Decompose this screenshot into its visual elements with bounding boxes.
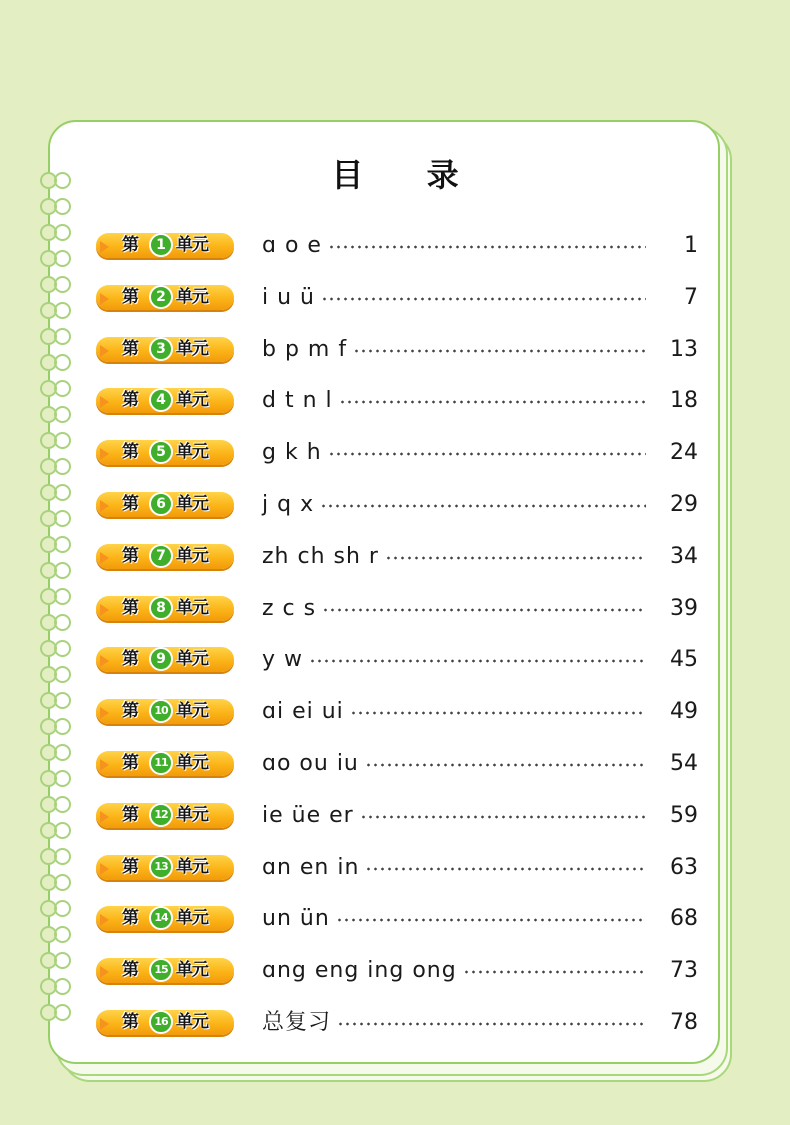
toc-page-number: 78	[670, 1010, 698, 1035]
toc-page-number: 54	[670, 751, 698, 776]
unit-suffix: 单元	[176, 804, 208, 825]
unit-number: 3	[149, 337, 173, 361]
toc-entry-label: zh ch sh r	[262, 543, 379, 569]
toc-row[interactable]	[0, 433, 790, 473]
unit-badge	[92, 230, 236, 262]
dot-leader	[322, 608, 646, 612]
unit-badge	[92, 955, 236, 987]
unit-prefix: 第	[122, 908, 139, 929]
toc-row[interactable]	[0, 640, 790, 680]
toc-entry-label: ie üe er	[262, 802, 354, 828]
toc-row[interactable]	[0, 485, 790, 525]
toc-entry-label: ɑ o e	[262, 233, 322, 258]
unit-suffix: 单元	[176, 908, 208, 929]
unit-number: 5	[149, 440, 173, 464]
toc-entry-label: un ün	[262, 906, 330, 932]
toc-row[interactable]	[0, 589, 790, 629]
unit-number: 1	[149, 233, 173, 257]
unit-badge	[92, 489, 236, 521]
unit-prefix: 第	[122, 338, 139, 359]
unit-suffix: 单元	[176, 753, 208, 773]
toc-entry-label: ɑo ou iu	[262, 751, 359, 776]
toc-row[interactable]	[0, 330, 790, 370]
unit-suffix: 单元	[176, 338, 208, 359]
unit-suffix: 单元	[176, 494, 208, 514]
toc-page-number: 13	[670, 336, 698, 362]
unit-badge	[92, 1007, 236, 1039]
play-arrow-icon	[100, 241, 109, 253]
dot-leader	[336, 918, 646, 922]
toc-page-number: 18	[670, 388, 698, 414]
unit-number: 14	[149, 906, 173, 930]
unit-suffix: 单元	[176, 701, 208, 722]
play-arrow-icon	[100, 707, 109, 719]
toc-entry-label: d t n l	[262, 388, 333, 414]
unit-suffix: 单元	[176, 856, 208, 877]
unit-number: 10	[149, 699, 173, 723]
unit-number: 13	[149, 855, 173, 879]
unit-badge	[92, 593, 236, 625]
unit-number: 7	[149, 544, 173, 568]
unit-badge	[92, 385, 236, 417]
toc-entry-label: ɑng eng ing ong	[262, 958, 457, 984]
toc-entry-label: ɑi ei ui	[262, 699, 344, 725]
play-arrow-icon	[100, 914, 109, 926]
unit-number: 8	[149, 596, 173, 620]
toc-entry-label: y w	[262, 647, 304, 673]
toc-entry-label: g k h	[262, 440, 322, 466]
unit-prefix: 第	[122, 804, 139, 825]
dot-leader	[339, 400, 646, 404]
dot-leader	[353, 349, 646, 353]
unit-suffix: 单元	[176, 442, 208, 463]
unit-prefix: 第	[122, 856, 139, 877]
unit-suffix: 单元	[176, 286, 208, 307]
toc-page-number: 7	[684, 284, 698, 310]
toc-page-number: 73	[670, 958, 698, 984]
dot-leader	[365, 763, 646, 767]
unit-prefix: 第	[122, 494, 139, 514]
unit-number: 4	[149, 388, 173, 412]
dot-leader	[328, 245, 646, 249]
play-arrow-icon	[100, 448, 109, 460]
play-arrow-icon	[100, 655, 109, 667]
toc-page-number: 49	[670, 699, 698, 725]
unit-badge	[92, 748, 236, 780]
toc-page-number: 1	[684, 233, 698, 258]
toc-row[interactable]	[0, 381, 790, 421]
unit-badge	[92, 282, 236, 314]
toc-page-number: 59	[670, 802, 698, 828]
unit-prefix: 第	[122, 649, 139, 670]
toc-row[interactable]	[0, 899, 790, 939]
unit-suffix: 单元	[176, 960, 208, 981]
toc-entry-label: ɑn en in	[262, 854, 360, 880]
toc-page-number: 68	[670, 906, 698, 932]
unit-suffix: 单元	[176, 1012, 208, 1032]
play-arrow-icon	[100, 293, 109, 305]
toc-entry-label: i u ü	[262, 284, 315, 310]
unit-prefix: 第	[122, 960, 139, 981]
dot-leader	[328, 452, 646, 456]
unit-number: 6	[149, 492, 173, 516]
toc-row[interactable]	[0, 278, 790, 318]
toc-page-number: 24	[670, 440, 698, 466]
dot-leader	[309, 659, 646, 663]
unit-number: 15	[149, 958, 173, 982]
unit-prefix: 第	[122, 701, 139, 722]
unit-number: 2	[149, 285, 173, 309]
dot-leader	[385, 556, 646, 560]
unit-number: 12	[149, 803, 173, 827]
unit-badge	[92, 852, 236, 884]
dot-leader	[360, 815, 646, 819]
toc-entry-label: b p m f	[262, 336, 348, 362]
play-arrow-icon	[100, 500, 109, 512]
unit-badge	[92, 800, 236, 832]
toc-page-number: 45	[670, 647, 698, 673]
dot-leader	[350, 711, 646, 715]
unit-prefix: 第	[122, 235, 139, 255]
unit-badge	[92, 696, 236, 728]
toc-entry-label: j q x	[262, 492, 315, 517]
play-arrow-icon	[100, 759, 109, 771]
toc-row[interactable]	[0, 848, 790, 888]
unit-badge	[92, 644, 236, 676]
play-arrow-icon	[100, 1018, 109, 1030]
play-arrow-icon	[100, 345, 109, 357]
toc-entry-label: 总复习	[262, 1010, 332, 1035]
toc-row[interactable]	[0, 692, 790, 732]
play-arrow-icon	[100, 811, 109, 823]
dot-leader	[320, 504, 646, 508]
toc-page-number: 39	[670, 595, 698, 621]
unit-prefix: 第	[122, 1012, 139, 1032]
unit-prefix: 第	[122, 545, 139, 566]
page-title: 目 录	[331, 156, 485, 194]
unit-badge	[92, 437, 236, 469]
unit-suffix: 单元	[176, 597, 208, 618]
unit-number: 11	[149, 751, 173, 775]
unit-badge	[92, 334, 236, 366]
unit-suffix: 单元	[176, 235, 208, 255]
dot-leader	[321, 297, 646, 301]
toc-row[interactable]	[0, 226, 790, 266]
unit-number: 16	[149, 1010, 173, 1034]
play-arrow-icon	[100, 552, 109, 564]
play-arrow-icon	[100, 604, 109, 616]
unit-suffix: 单元	[176, 649, 208, 670]
unit-prefix: 第	[122, 442, 139, 463]
unit-prefix: 第	[122, 753, 139, 773]
toc-row[interactable]	[0, 951, 790, 991]
unit-prefix: 第	[122, 286, 139, 307]
toc-row[interactable]	[0, 1003, 790, 1043]
dot-leader	[365, 867, 646, 871]
unit-prefix: 第	[122, 390, 139, 411]
dot-leader	[337, 1022, 646, 1026]
toc-page-number: 34	[670, 543, 698, 569]
play-arrow-icon	[100, 396, 109, 408]
toc-row[interactable]	[0, 537, 790, 577]
unit-badge	[92, 903, 236, 935]
dot-leader	[463, 970, 646, 974]
toc-row[interactable]	[0, 796, 790, 836]
unit-badge	[92, 541, 236, 573]
unit-suffix: 单元	[176, 545, 208, 566]
toc-row[interactable]	[0, 744, 790, 784]
unit-prefix: 第	[122, 597, 139, 618]
toc-page-number: 63	[670, 854, 698, 880]
unit-suffix: 单元	[176, 390, 208, 411]
toc-page-number: 29	[670, 492, 698, 517]
play-arrow-icon	[100, 863, 109, 875]
play-arrow-icon	[100, 966, 109, 978]
toc-entry-label: z c s	[262, 595, 317, 621]
unit-number: 9	[149, 647, 173, 671]
